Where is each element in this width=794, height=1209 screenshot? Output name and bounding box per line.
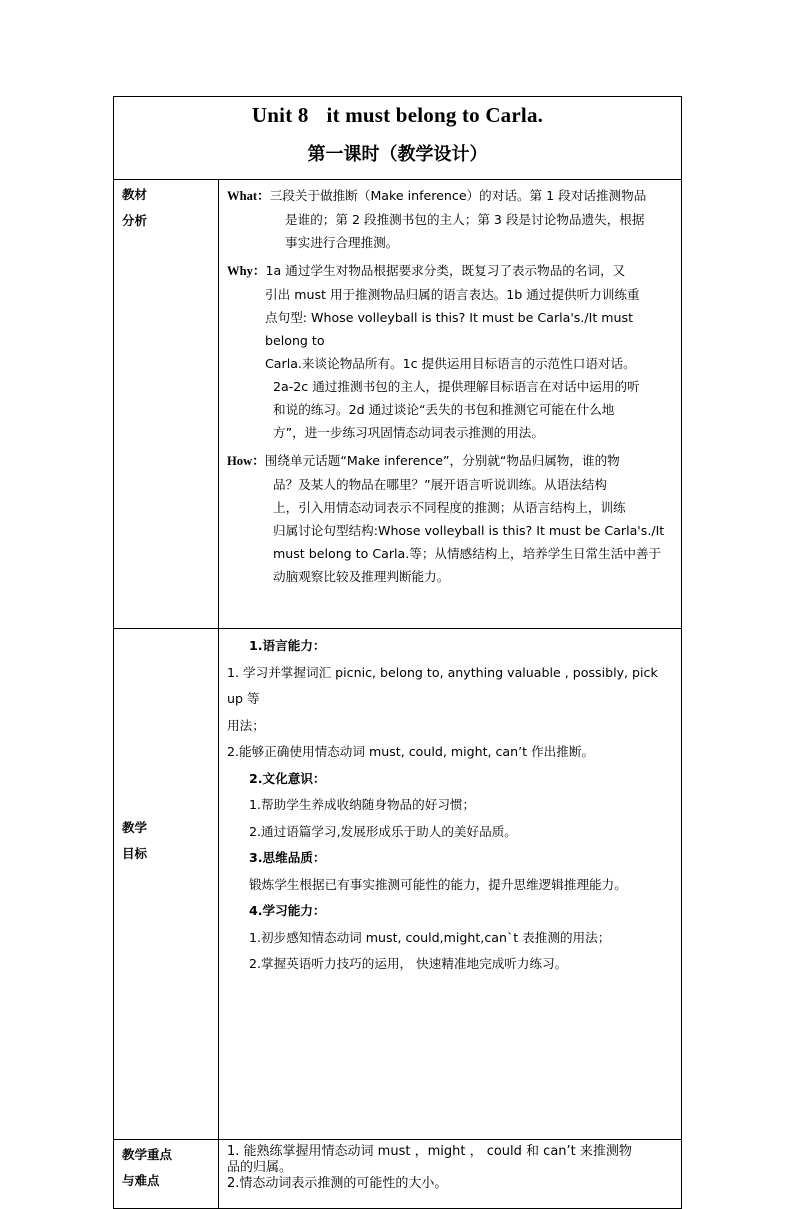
key-points-row [114, 1140, 682, 1209]
how-line-1: 品？及某人的物品在哪里？”展开语言听说训练。从语法结构 [273, 477, 607, 492]
how-heading: How： [227, 454, 265, 468]
key-points-label-cell [114, 1140, 219, 1209]
why-line-3: Carla.来谈论物品所有。1c 提供运用目标语言的示范性口语对话。 [265, 356, 636, 371]
goal-language-item-2: 2.能够正确使用情态动词 must, could, might, can’t 作出推断。 [227, 744, 595, 759]
why-line-1: 引出 must 用于推测物品归属的语言表达。1b 通过提供听力训练重 [265, 287, 640, 302]
why-line-4: 2a-2c 通过推测书包的主人，提供理解目标语言在对话中运用的听 [273, 379, 640, 394]
analysis-label-line1: 教材 [122, 187, 148, 202]
goal-learning-item-2: 2.掌握英语听力技巧的运用， 快速精准地完成听力练习。 [249, 956, 568, 971]
why-heading: Why： [227, 264, 266, 278]
unit-title-part1: Unit 8 [251, 103, 309, 127]
goals-label-line2: 目标 [122, 846, 148, 861]
goal-language-heading: 1.语言能力： [249, 638, 326, 653]
key-point-line-1: 1. 能熟练掌握用情态动词 must ，might ， could 和 can’t 来推测物 [227, 1144, 632, 1159]
key-point-line-3: 2.情态动词表示推测的可能性的大小。 [227, 1176, 448, 1191]
goals-label-cell [114, 629, 219, 1140]
lesson-plan-table [113, 96, 682, 1209]
how-line-3: 归属讨论句型结构:Whose volleyball is this? It must be Carla's./It [273, 523, 665, 538]
key-point-line-2: 品的归属。 [227, 1160, 293, 1175]
goal-culture-item-2: 2.通过语篇学习,发展形成乐于助人的美好品质。 [249, 823, 517, 839]
goal-thinking-item-1: 锻炼学生根据已有事实推测可能性的能力，提升思维逻辑推理能力。 [249, 876, 627, 892]
how-line-0: How：围绕单元话题“Make inference”，分别就“物品归属物，谁的物 [227, 453, 620, 468]
what-line-2: 事实进行合理推测。 [285, 235, 399, 250]
what-heading: What： [227, 189, 270, 203]
unit-title-part2: it must belong to Carla. [326, 103, 544, 127]
goal-culture-item-1: 1.帮助学生养成收纳随身物品的好习惯； [249, 797, 476, 812]
goal-language-item-1a: 1. 学习并掌握词汇 picnic, belong to, anything valuable , possibly, pick up 等 [227, 664, 658, 706]
why-line-0: Why：1a 通过学生对物品根据要求分类，既复习了表示物品的名词，又 [227, 263, 626, 278]
how-line-4: must belong to Carla.等；从情感结构上，培养学生日常生活中善于 [273, 546, 662, 561]
why-line-5: 和说的练习。2d 通过谈论“丢失的书包和推测它可能在什么地 [273, 402, 615, 417]
goals-row [114, 629, 682, 1140]
analysis-row [114, 180, 682, 629]
unit-title [114, 102, 681, 128]
lesson-subtitle: 第一课时（教学设计） [307, 144, 488, 165]
analysis-label-line2: 分析 [122, 213, 148, 228]
what-line-0: What：三段关于做推断（Make inference）的对话。第 1 段对话推测物品 [227, 188, 647, 203]
goal-learning-item-1: 1.初步感知情态动词 must, could,might,can`t 表推测的用法； [249, 929, 611, 945]
analysis-content-cell [219, 180, 682, 629]
key-points-label-line2: 与难点 [122, 1173, 160, 1188]
why-line-2: 点句型: Whose volleyball is this? It must be Carla's./It must belong to [265, 310, 634, 348]
goal-culture-heading: 2.文化意识： [249, 770, 326, 786]
title-row [114, 97, 682, 180]
analysis-label-cell [114, 180, 219, 629]
key-points-content-cell [219, 1140, 682, 1209]
how-line-2: 上，引入用情态动词表示不同程度的推测；从语言结构上，训练 [273, 500, 626, 515]
key-points-label-line1: 教学重点 [122, 1147, 173, 1162]
title-cell [114, 97, 682, 180]
goal-thinking-heading: 3.思维品质： [249, 850, 326, 865]
how-line-5: 动脑观察比较及推理判断能力。 [273, 569, 450, 584]
why-line-6: 方”，进一步练习巩固情态动词表示推测的用法。 [273, 425, 544, 440]
goals-label-line1: 教学 [122, 820, 148, 835]
goal-language-item-1b: 用法； [227, 717, 265, 733]
goals-content-cell [219, 629, 682, 1140]
goal-learning-heading: 4.学习能力： [249, 903, 326, 918]
what-line-1: 是谁的；第 2 段推测书包的主人；第 3 段是讨论物品遗失，根据 [285, 212, 645, 227]
